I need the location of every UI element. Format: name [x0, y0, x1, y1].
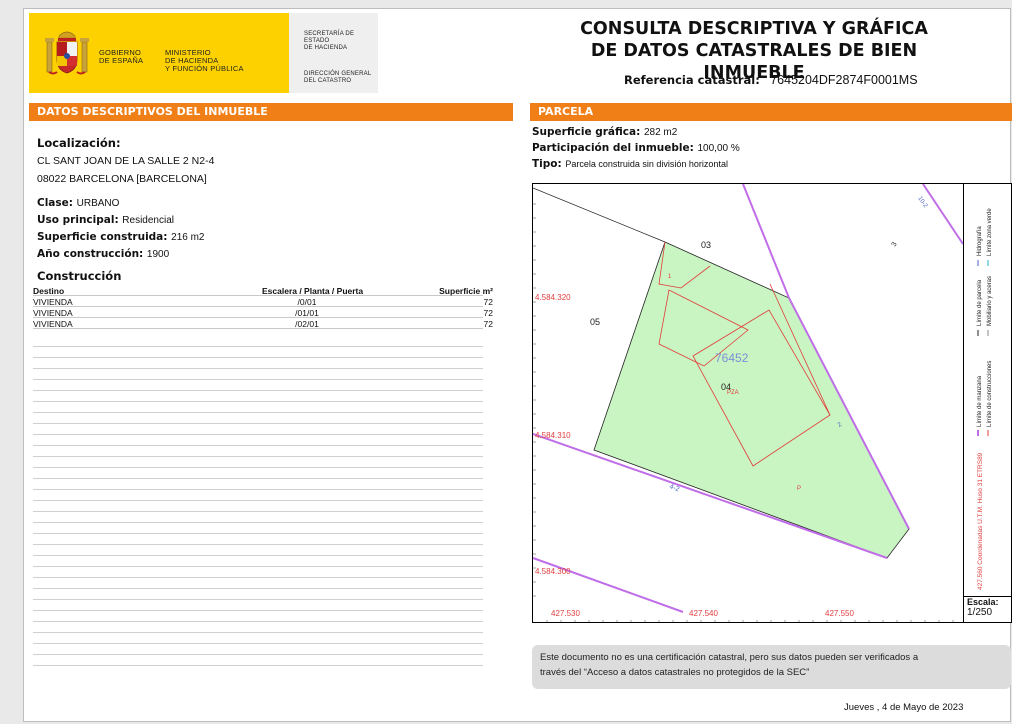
x-tick-427550: 427.550 [825, 609, 854, 618]
section-header-datos-descriptivos: DATOS DESCRIPTIVOS DEL INMUEBLE [29, 103, 513, 121]
table-row: VIVIENDA /0/01 72 [33, 297, 493, 307]
label-block-76452: 76452 [715, 351, 749, 365]
table-rule-line [33, 457, 483, 468]
label-parcel-04: 04 [721, 382, 732, 392]
legend-mobiliario: Mobiliario y aceras [987, 275, 993, 326]
legend-coords: 427.560 Coordenadas U.T.M. Huso 31 ETRS89 [977, 452, 984, 590]
table-rule-line [33, 380, 483, 391]
table-rule-line [33, 446, 483, 457]
x-tick-427540: 427.540 [689, 609, 718, 618]
table-rule-line [33, 358, 483, 369]
address-line2: 08022 BARCELONA [BARCELONA] [37, 173, 207, 185]
table-row: VIVIENDA /02/01 72 [33, 319, 493, 329]
label-parcel-03: 03 [701, 240, 712, 250]
legend-parcela: Límite de parcela [977, 279, 983, 326]
disclaimer-notice: Este documento no es una certificación catastral, pero sus datos pueden ser verificados a través del “Acceso a datos catastrales no protegidos de la SEC” [532, 645, 1011, 689]
table-rule-line [33, 402, 483, 413]
table-rule-line [33, 567, 483, 578]
table-rule-line [33, 633, 483, 644]
table-rule-line [33, 622, 483, 633]
map-scale [963, 596, 1012, 623]
label-2: 2 [837, 421, 843, 429]
document-title: CONSULTA DESCRIPTIVA Y GRÁFICA DE DATOS CATASTRALES DE BIEN INMUEBLE [580, 19, 928, 83]
table-rule-line [33, 479, 483, 490]
manzana-boundary-ne [923, 184, 963, 244]
y-tick-4584310: 4.584.310 [535, 431, 571, 440]
document-date: Jueves , 4 de Mayo de 2023 [844, 702, 964, 713]
table-rule-line [33, 424, 483, 435]
label-1: 1 [668, 274, 672, 280]
referencia-catastral: Referencia catastral: 7645204DF2874F0001MS [624, 73, 918, 87]
table-rule-line [33, 545, 483, 556]
table-rule-line [33, 655, 483, 666]
table-rule-line [33, 611, 483, 622]
legend-construcciones: Límite de construcciones [987, 360, 993, 427]
tipo-value: Parcela construida sin división horizontal [565, 159, 728, 169]
superficie-construida-value: 216 m2 [171, 232, 205, 243]
superficie-grafica-row: Superficie gráfica: 282 m2 [532, 126, 678, 138]
construccion-label: Construcción [37, 269, 122, 283]
x-tick-427530: 427.530 [551, 609, 580, 618]
table-rule-line [33, 501, 483, 512]
uso-row: Uso principal: Residencial [37, 214, 174, 226]
escala-value: 1/250 [967, 607, 993, 618]
label-3: 3 [890, 241, 899, 248]
map-legend [963, 184, 1012, 596]
anio-construccion-value: 1900 [146, 249, 170, 260]
table-rule-line [33, 468, 483, 479]
label-parcel-05: 05 [590, 317, 601, 327]
table-rule-line [33, 523, 483, 534]
table-row: VIVIENDA /01/01 72 [33, 308, 493, 318]
legend-hidrografia: Hidrografía [977, 226, 983, 256]
construccion-table [33, 285, 493, 329]
section-header-parcela: PARCELA [530, 103, 1012, 121]
tipo-row: Tipo: Parcela construida sin división horizontal [532, 158, 728, 170]
superficie-grafica-value: 282 m2 [643, 127, 678, 138]
label-10-2: 10-2 [916, 195, 929, 209]
table-rule-line [33, 413, 483, 424]
logo-ministerio: MINISTERIO DE HACIENDA Y FUNCIÓN PÚBLICA [165, 48, 244, 73]
y-tick-4584320: 4.584.320 [535, 293, 571, 302]
legend-manzana: Límite de manzana [977, 375, 983, 427]
empty-table-lines [33, 336, 483, 666]
neighbour-boundary [533, 188, 665, 242]
coat-of-arms-icon [45, 28, 89, 78]
referencia-value: 7645204DF2874F0001MS [770, 73, 918, 87]
table-rule-line [33, 512, 483, 523]
logo-secretaria: SECRETARÍA DE ESTADO DE HACIENDA [304, 31, 355, 51]
participacion-row: Participación del inmueble: 100,00 % [532, 142, 740, 154]
localizacion-label: Localización: [37, 136, 121, 150]
table-header: Destino Escalera / Planta / Puerta Superficie m² [33, 286, 493, 296]
escala-label: Escala: [967, 597, 999, 607]
table-rule-line [33, 589, 483, 600]
clase-value: URBANO [76, 198, 120, 209]
table-rule-line [33, 556, 483, 567]
table-rule-line [33, 336, 483, 347]
table-rule-line [33, 578, 483, 589]
label-4-2: 4-2 [668, 483, 681, 494]
anio-construccion-row: Año construcción: 1900 [37, 248, 170, 260]
government-logo [29, 13, 378, 93]
label-p: P [797, 486, 802, 492]
uso-value: Residencial [122, 215, 174, 226]
cadastral-map [532, 183, 1012, 623]
table-rule-line [33, 391, 483, 402]
participacion-value: 100,00 % [697, 143, 740, 154]
logo-direccion: DIRECCIÓN GENERAL DEL CATASTRO [304, 71, 372, 84]
superficie-construida-row: Superficie construida: 216 m2 [37, 231, 205, 243]
table-rule-line [33, 435, 483, 446]
table-rule-line [33, 369, 483, 380]
label-pza: PZA [727, 390, 739, 396]
map-drawing [533, 184, 963, 623]
address-line1: CL SANT JOAN DE LA SALLE 2 N2-4 [37, 155, 215, 167]
table-rule-line [33, 347, 483, 358]
document-page [23, 8, 1011, 722]
clase-row: Clase: URBANO [37, 197, 120, 209]
table-rule-line [33, 490, 483, 501]
logo-gobierno: GOBIERNO DE ESPAÑA [99, 48, 144, 65]
table-rule-line [33, 534, 483, 545]
legend-zona-verde: Límite zona verde [987, 208, 993, 256]
table-rule-line [33, 600, 483, 611]
y-tick-4584300: 4.584.300 [535, 567, 571, 576]
table-rule-line [33, 644, 483, 655]
